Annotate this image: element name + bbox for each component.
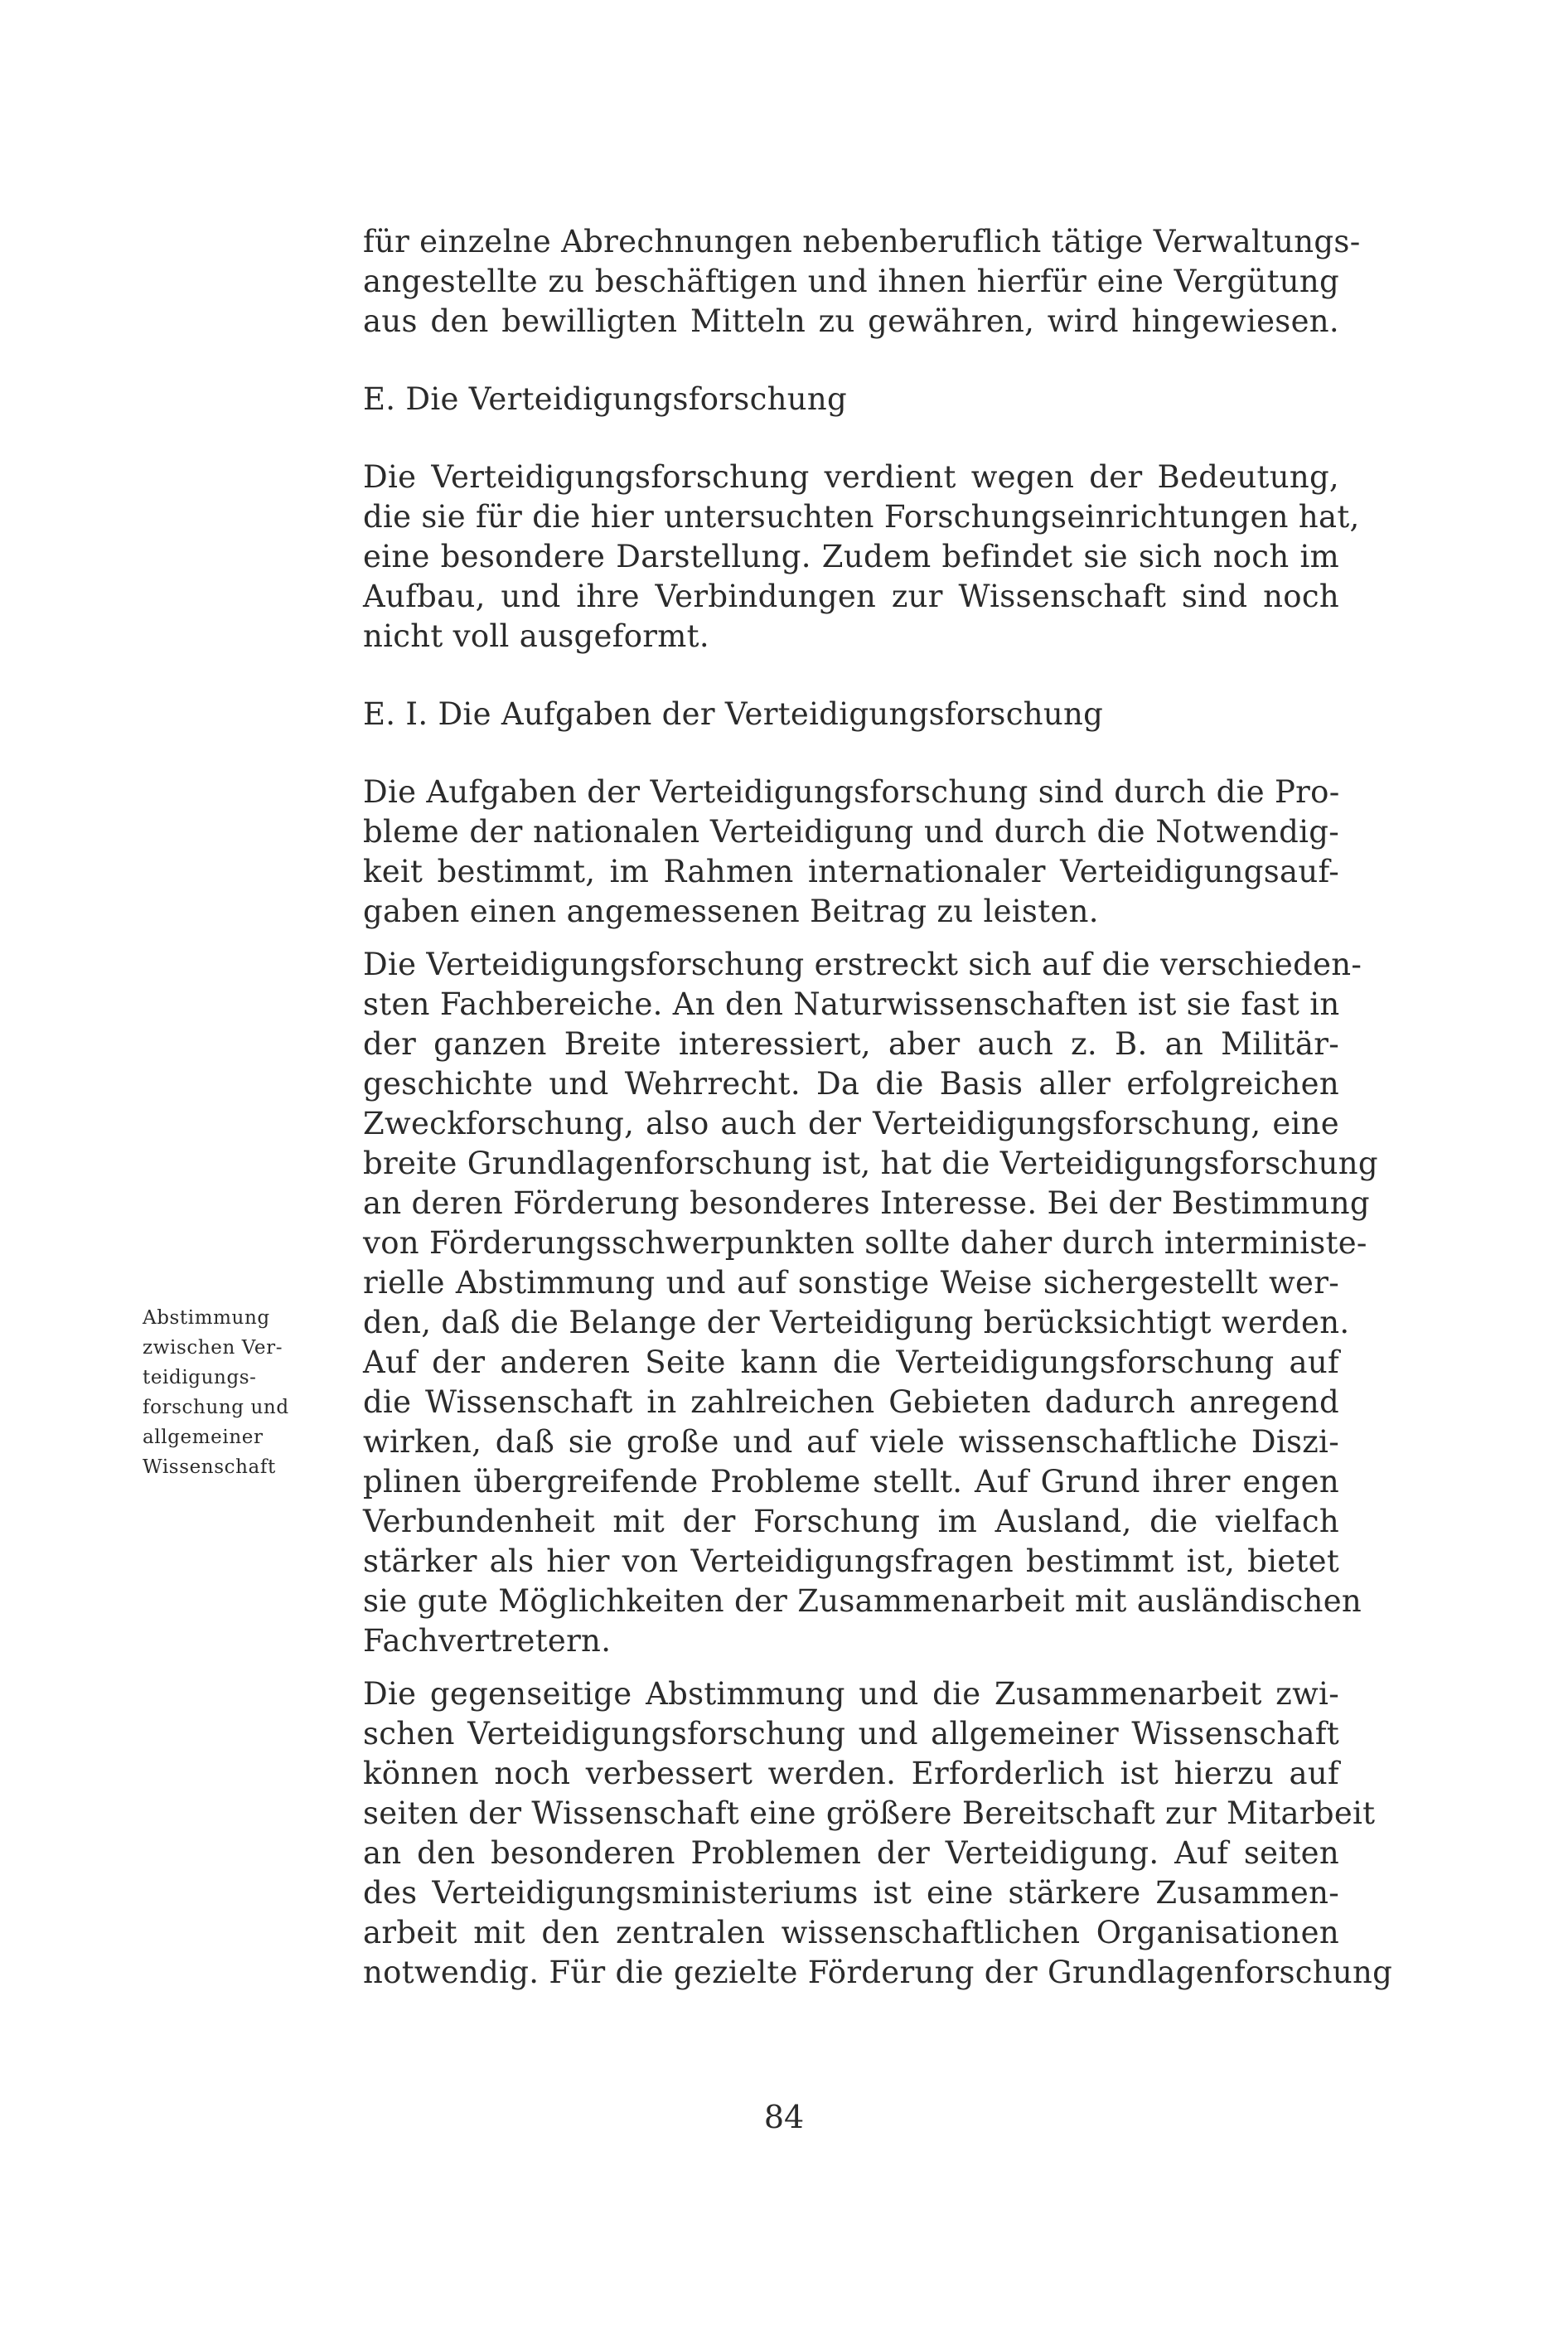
text-line: die Wissenschaft in zahlreichen Gebieten dadurch anregend xyxy=(363,1384,1339,1420)
section-heading: E. Die Verteidigungsforschung xyxy=(363,381,847,417)
text-line: Verbundenheit mit der Forschung im Ausland, die vielfach xyxy=(363,1504,1339,1539)
text-line: Fachvertretern. xyxy=(363,1623,612,1659)
text-line: breite Grundlagenforschung ist, hat die Verteidigungsforschung xyxy=(363,1146,1378,1181)
text-line: an den besonderen Problemen der Verteidigung. Auf seiten xyxy=(363,1835,1339,1871)
text-line: Auf der anderen Seite kann die Verteidigungsforschung auf xyxy=(363,1344,1339,1380)
intro-paragraph xyxy=(363,222,1361,342)
text-line: schen Verteidigungsforschung und allgemeiner Wissenschaft xyxy=(363,1716,1339,1751)
text-line: Die Verteidigungsforschung verdient wegen der Bedeutung, xyxy=(363,459,1339,495)
text-line: plinen übergreifende Probleme stellt. Auf Grund ihrer engen xyxy=(363,1464,1339,1500)
text-line: gaben einen angemessenen Beitrag zu leisten. xyxy=(363,894,1099,929)
section-e1-heading xyxy=(363,695,1339,734)
section-e1-paragraph-1 xyxy=(363,773,1339,932)
text-line: die sie für die hier untersuchten Forschungseinrichtungen hat, xyxy=(363,499,1360,535)
margin-note-line: Abstimmung xyxy=(143,1307,270,1329)
section-e1-paragraph-2 xyxy=(363,945,1378,1661)
text-line: rielle Abstimmung und auf sonstige Weise sichergestellt wer- xyxy=(363,1265,1339,1301)
section-heading: E. I. Die Aufgaben der Verteidigungsforschung xyxy=(363,696,1104,732)
margin-note xyxy=(143,1303,293,1482)
text-line: können noch verbessert werden. Erforderlich ist hierzu auf xyxy=(363,1756,1339,1791)
text-line: aus den bewilligten Mitteln zu gewähren, wird hingewiesen. xyxy=(363,303,1339,339)
section-e1-paragraph-3 xyxy=(363,1674,1393,1993)
text-line: eine besondere Darstellung. Zudem befindet sie sich noch im xyxy=(363,539,1339,574)
text-line: den, daß die Belange der Verteidigung berücksichtigt werden. xyxy=(363,1305,1350,1340)
text-line: Zweckforschung, also auch der Verteidigungsforschung, eine xyxy=(363,1106,1339,1141)
text-line: von Förderungsschwerpunkten sollte daher durch interministe- xyxy=(363,1225,1367,1261)
text-line: des Verteidigungsministeriums ist eine stärkere Zusammen- xyxy=(363,1875,1339,1911)
text-line: für einzelne Abrechnungen nebenberuflich tätige Verwaltungs- xyxy=(363,224,1361,259)
margin-note-line: zwischen Ver- xyxy=(143,1337,283,1359)
text-line: bleme der nationalen Verteidigung und durch die Notwendig- xyxy=(363,814,1339,850)
margin-note-line: allgemeiner xyxy=(143,1427,264,1448)
text-line: Aufbau, und ihre Verbindungen zur Wissenschaft sind noch xyxy=(363,579,1339,614)
main-text-column xyxy=(363,222,1393,1993)
text-line: notwendig. Für die gezielte Förderung der Grundlagenforschung xyxy=(363,1955,1393,1990)
text-line: keit bestimmt, im Rahmen internationaler Verteidigungsauf- xyxy=(363,854,1339,889)
text-line: an deren Förderung besonderes Interesse. Bei der Bestimmung xyxy=(363,1185,1370,1221)
text-line: angestellte zu beschäftigen und ihnen hierfür eine Vergütung xyxy=(363,264,1339,299)
margin-note-line: teidigungs- xyxy=(143,1367,257,1388)
text-line: geschichte und Wehrrecht. Da die Basis aller erfolgreichen xyxy=(363,1066,1339,1102)
margin-note-line: Wissenschaft xyxy=(143,1456,276,1478)
text-line: nicht voll ausgeformt. xyxy=(363,618,709,654)
text-line: arbeit mit den zentralen wissenschaftlichen Organisationen xyxy=(363,1915,1339,1950)
text-line: Die Verteidigungsforschung erstreckt sich auf die verschieden- xyxy=(363,947,1362,982)
section-e-heading xyxy=(363,380,1339,419)
text-line: sie gute Möglichkeiten der Zusammenarbeit mit ausländischen xyxy=(363,1583,1362,1619)
text-line: sten Fachbereiche. An den Naturwissenschaften ist sie fast in xyxy=(363,986,1340,1022)
text-line: der ganzen Breite interessiert, aber auch z. B. an Militär- xyxy=(363,1026,1339,1062)
text-line: wirken, daß sie große und auf viele wissenschaftliche Diszi- xyxy=(363,1424,1339,1460)
section-e-paragraph xyxy=(363,458,1360,657)
text-line: stärker als hier von Verteidigungsfragen bestimmt ist, bietet xyxy=(363,1543,1339,1579)
text-line: Die Aufgaben der Verteidigungsforschung sind durch die Pro- xyxy=(363,774,1340,810)
margin-note-line: forschung und xyxy=(143,1397,289,1418)
text-line: Die gegenseitige Abstimmung und die Zusammenarbeit zwi- xyxy=(363,1676,1339,1712)
text-line: seiten der Wissenschaft eine größere Bereitschaft zur Mitarbeit xyxy=(363,1795,1376,1831)
page-number: 84 xyxy=(763,2099,805,2135)
